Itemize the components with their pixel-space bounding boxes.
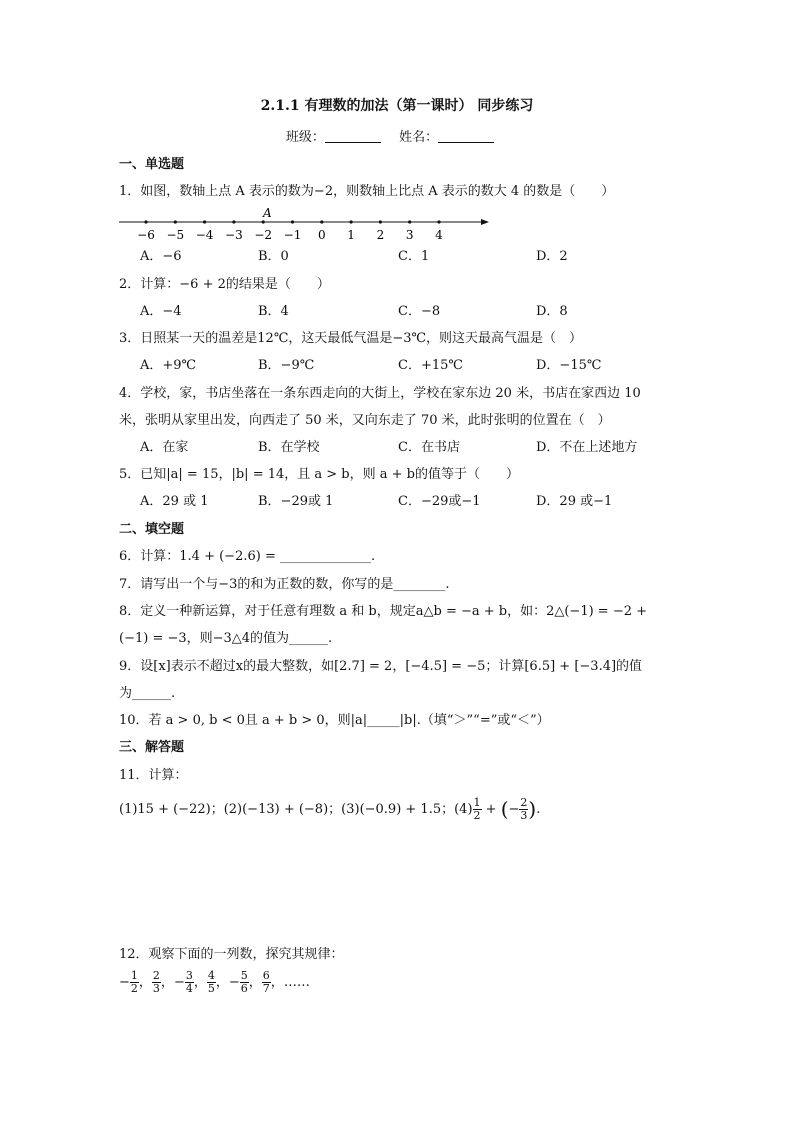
number-line-tick-label: 2 — [376, 228, 385, 242]
number-line-tick-label: −2 — [254, 228, 273, 242]
number-line-tick — [144, 220, 147, 223]
number-line — [115, 205, 495, 245]
number-line-tick-label: −6 — [137, 228, 155, 242]
number-line-tick — [262, 220, 265, 223]
question-8-line-1: 8．定义一种新运算，对于任意有理数 a 和 b，规定a△b = −a + b，如：2△(−1) = −2 + — [119, 604, 648, 619]
q5-option-a[interactable]: A．29 或 1 — [140, 494, 209, 509]
q1-option-a[interactable]: A．−6 — [140, 249, 182, 264]
q11-expr-main: (1)15 + (−22)；(2)(−13) + (−8)；(3)(−0.9) + 1.5；(4) — [119, 802, 473, 817]
q4-option-c[interactable]: C．在书店 — [398, 440, 460, 455]
seq-sign: − — [173, 975, 185, 990]
number-line-tick-label: −3 — [225, 228, 243, 242]
number-line-arrow — [481, 219, 489, 225]
section-solve: 三、解答题 — [119, 740, 185, 755]
section-single-choice: 一、单选题 — [119, 157, 185, 172]
number-line-tick-label: 4 — [435, 228, 443, 242]
seq-sign: − — [119, 975, 130, 990]
class-blank[interactable] — [325, 128, 381, 143]
question-1: 1．如图，数轴上点 A 表示的数为−2，则数轴上比点 A 表示的数大 4 的数是（ ） — [119, 184, 615, 199]
q5-option-c[interactable]: C．−29或−1 — [398, 494, 481, 509]
seq-ellipsis: …… — [283, 975, 310, 990]
q2-option-c[interactable]: C．−8 — [398, 304, 441, 319]
q1-option-c[interactable]: C．1 — [398, 249, 430, 264]
q11-fraction-1: $\frac{1}{2}$ — [473, 796, 481, 822]
number-line-tick — [437, 220, 440, 223]
seq-fraction: $\frac{3}{4}$ — [185, 969, 193, 995]
seq-fraction: $\frac{6}{7}$ — [262, 969, 270, 995]
number-line-tick — [408, 220, 411, 223]
question-7: 7．请写出一个与−3的和为正数的数，你写的是________. — [119, 577, 450, 592]
question-9-line-2: 为______. — [119, 686, 176, 701]
q3-option-a[interactable]: A．+9℃ — [140, 358, 197, 373]
q1-option-b[interactable]: B．0 — [258, 249, 289, 264]
q3-option-c[interactable]: C．+15℃ — [398, 358, 463, 373]
question-9-line-1: 9．设[x]表示不超过x的最大整数，如[2.7] = 2，[−4.5] = −5；计算[6.5] + [−3.4]的值 — [119, 659, 643, 674]
question-6: 6．计算：1.4 + (−2.6) = ______________. — [119, 549, 376, 564]
question-3: 3．日照某一天的温差是12℃，这天最低气温是−3℃，则这天最高气温是（ ） — [119, 331, 583, 346]
seq-fraction: $\frac{4}{5}$ — [207, 969, 215, 995]
class-name-line — [0, 128, 794, 147]
number-line-tick-label: 1 — [347, 228, 355, 242]
number-line-tick-label: 0 — [317, 228, 326, 242]
q5-option-d[interactable]: D．29 或−1 — [536, 494, 613, 509]
number-line-tick-label: −5 — [166, 228, 185, 242]
number-line-tick — [174, 220, 177, 223]
question-2: 2．计算：−6 + 2的结果是（ ） — [119, 277, 330, 292]
question-10: 10．若 a > 0, b < 0且 a + b > 0，则|a|_____|b|.（填“＞”“=”或“＜”） — [119, 713, 550, 728]
seq-fraction: $\frac{2}{3}$ — [152, 969, 160, 995]
number-line-tick — [320, 220, 323, 223]
q2-option-b[interactable]: B．4 — [258, 304, 289, 319]
number-line-tick — [232, 220, 235, 223]
section-fill-in: 二、填空题 — [119, 522, 185, 537]
q4-option-d[interactable]: D．不在上述地方 — [536, 440, 638, 455]
seq-fraction: $\frac{1}{2}$ — [130, 969, 138, 995]
seq-fraction: $\frac{5}{6}$ — [240, 969, 248, 995]
number-line-tick — [350, 220, 353, 223]
q4-option-b[interactable]: B．在学校 — [258, 440, 320, 455]
question-11-expressions: (1)15 + (−22)；(2)(−13) + (−8)；(3)(−0.9) + 1.5；(4) $\frac{1}{2}$ + (− $\frac{2}{3}$ ). — [119, 796, 541, 822]
question-5: 5．已知|a| = 15，|b| = 14，且 a > b，则 a + b的值等于（ ） — [119, 467, 519, 482]
question-8-line-2: (−1) = −3，则−3△4的值为______. — [119, 631, 333, 646]
number-line-tick — [291, 220, 294, 223]
number-line-tick — [203, 220, 206, 223]
name-label: 姓名： — [399, 130, 439, 145]
q2-option-d[interactable]: D．8 — [536, 304, 568, 319]
question-4-line-1: 4．学校，家，书店坐落在一条东西走向的大街上，学校在家东边 20 米，书店在家西边 10 — [119, 386, 641, 401]
question-4-line-2: 米，张明从家里出发，向西走了 50 米，又向东走了 70 米，此时张明的位置在（ ） — [119, 413, 611, 428]
number-line-tick — [379, 220, 382, 223]
q3-option-b[interactable]: B．−9℃ — [258, 358, 315, 373]
page-title: 2.1.1 有理数的加法（第一课时） 同步练习 — [260, 98, 534, 114]
name-blank[interactable] — [438, 128, 494, 143]
point-a-label: A — [263, 206, 272, 220]
q11-fraction-2: $\frac{2}{3}$ — [520, 796, 528, 822]
number-line-tick-label: −1 — [283, 228, 302, 242]
class-label: 班级： — [285, 130, 325, 145]
q12-sequence: − $\frac{1}{2}$ ， $\frac{2}{3}$ ，− $\frac{3}{4}$ ， $\frac{4}{5}$ ，− $\frac{5}{6}$ ， $\frac{6}{7}$ ，…… — [119, 969, 310, 995]
number-line-tick-label: 3 — [405, 228, 414, 242]
question-11: 11．计算： — [119, 768, 188, 783]
q2-option-a[interactable]: A．−4 — [140, 304, 182, 319]
question-12: 12．观察下面的一列数，探究其规律： — [119, 947, 344, 962]
number-line-tick-label: −4 — [195, 228, 214, 242]
q5-option-b[interactable]: B．−29或 1 — [258, 494, 334, 509]
q1-option-d[interactable]: D．2 — [536, 249, 568, 264]
q4-option-a[interactable]: A．在家 — [140, 440, 189, 455]
q3-option-d[interactable]: D．−15℃ — [536, 358, 602, 373]
seq-sign: − — [228, 975, 240, 990]
